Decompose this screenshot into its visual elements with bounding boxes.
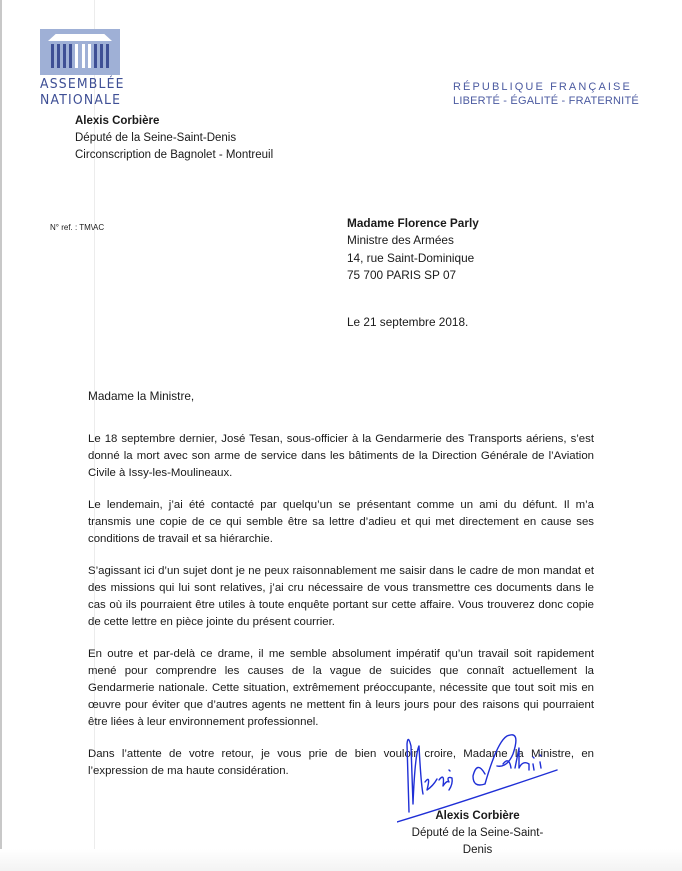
motto-line: LIBERTÉ - ÉGALITÉ - FRATERNITÉ: [453, 95, 639, 107]
logo-text-line2: NATIONALE: [40, 92, 122, 108]
salutation: Madame la Ministre,: [88, 389, 195, 403]
sender-constituency: Circonscription de Bagnolet - Montreuil: [75, 149, 274, 161]
paragraph: S’agissant ici d’un sujet dont je ne peux raisonnablement me saisir dans le cadre de mon mandat et des missions qui lui sont relatives, j’ai cru nécessaire de vous transmettre ces documents dans le cas où ils pourraient être utiles à toute enquête portant sur cette affaire. Vous trouverez donc copie de cette lettre en pièce jointe du présent courrier.: [88, 565, 594, 628]
paragraph: Dans l’attente de votre retour, je vous prie de bien vouloir croire, Madame la Ministre, en l’expression de ma haute considération.: [88, 748, 594, 777]
recipient-name: Madame Florence Parly: [347, 216, 479, 230]
recipient-block: [347, 215, 479, 284]
signatory-title: Député de la Seine-Saint-Denis: [411, 827, 544, 856]
logo-text-line1: ASSEMBLÉE: [40, 76, 125, 92]
recipient-street: 14, rue Saint-Dominique: [347, 250, 475, 265]
signature-block: [400, 808, 555, 859]
letter-date: Le 21 septembre 2018.: [347, 315, 469, 329]
assemblee-nationale-logo: [40, 29, 125, 108]
recipient-title: Ministre des Armées: [347, 233, 454, 248]
sender-title: Député de la Seine-Saint-Denis: [75, 132, 237, 144]
recipient-city: 75 700 PARIS SP 07: [347, 267, 457, 282]
republic-line: RÉPUBLIQUE FRANÇAISE: [453, 81, 632, 93]
page-edge: [0, 0, 2, 871]
paragraph: Le 18 septembre dernier, José Tesan, sous-officier à la Gendarmerie des Transports aériens, s’est donné la mort avec son arme de service dans les bâtiments de la Direction Générale de l’Aviation Civile à Issy-les-Moulineaux.: [88, 433, 594, 479]
sender-name: Alexis Corbière: [75, 115, 160, 127]
paragraph: Le lendemain, j’ai été contacté par quelqu’un se présentant comme un ami du défunt. Il m’a transmis une copie de ce qui semble être sa lettre d’adieu et qui met directement en cause ses conditions de travail et sa hiérarchie.: [88, 499, 594, 545]
palais-bourbon-icon: [40, 29, 120, 75]
reference-number: N° ref. : TM\AC: [50, 223, 105, 232]
republic-motto: [453, 80, 639, 108]
signatory-name: Alexis Corbière: [435, 810, 520, 822]
paragraph: En outre et par-delà ce drame, il me semble absolument impératif qu’un travail soit rapidement mené pour comprendre les causes de la vague de suicides que connaît actuellement la Gendarmerie nationale. Cette situation, extrêmement préoccupante, nécessite que tout soit mis en œuvre pour éviter que d’autres agents ne mettent fin à leurs jours pour des raisons qui pourraient être liées à leur environnement professionnel.: [88, 648, 594, 728]
sender-block: [75, 113, 273, 164]
page-bottom-shadow: [0, 849, 682, 871]
